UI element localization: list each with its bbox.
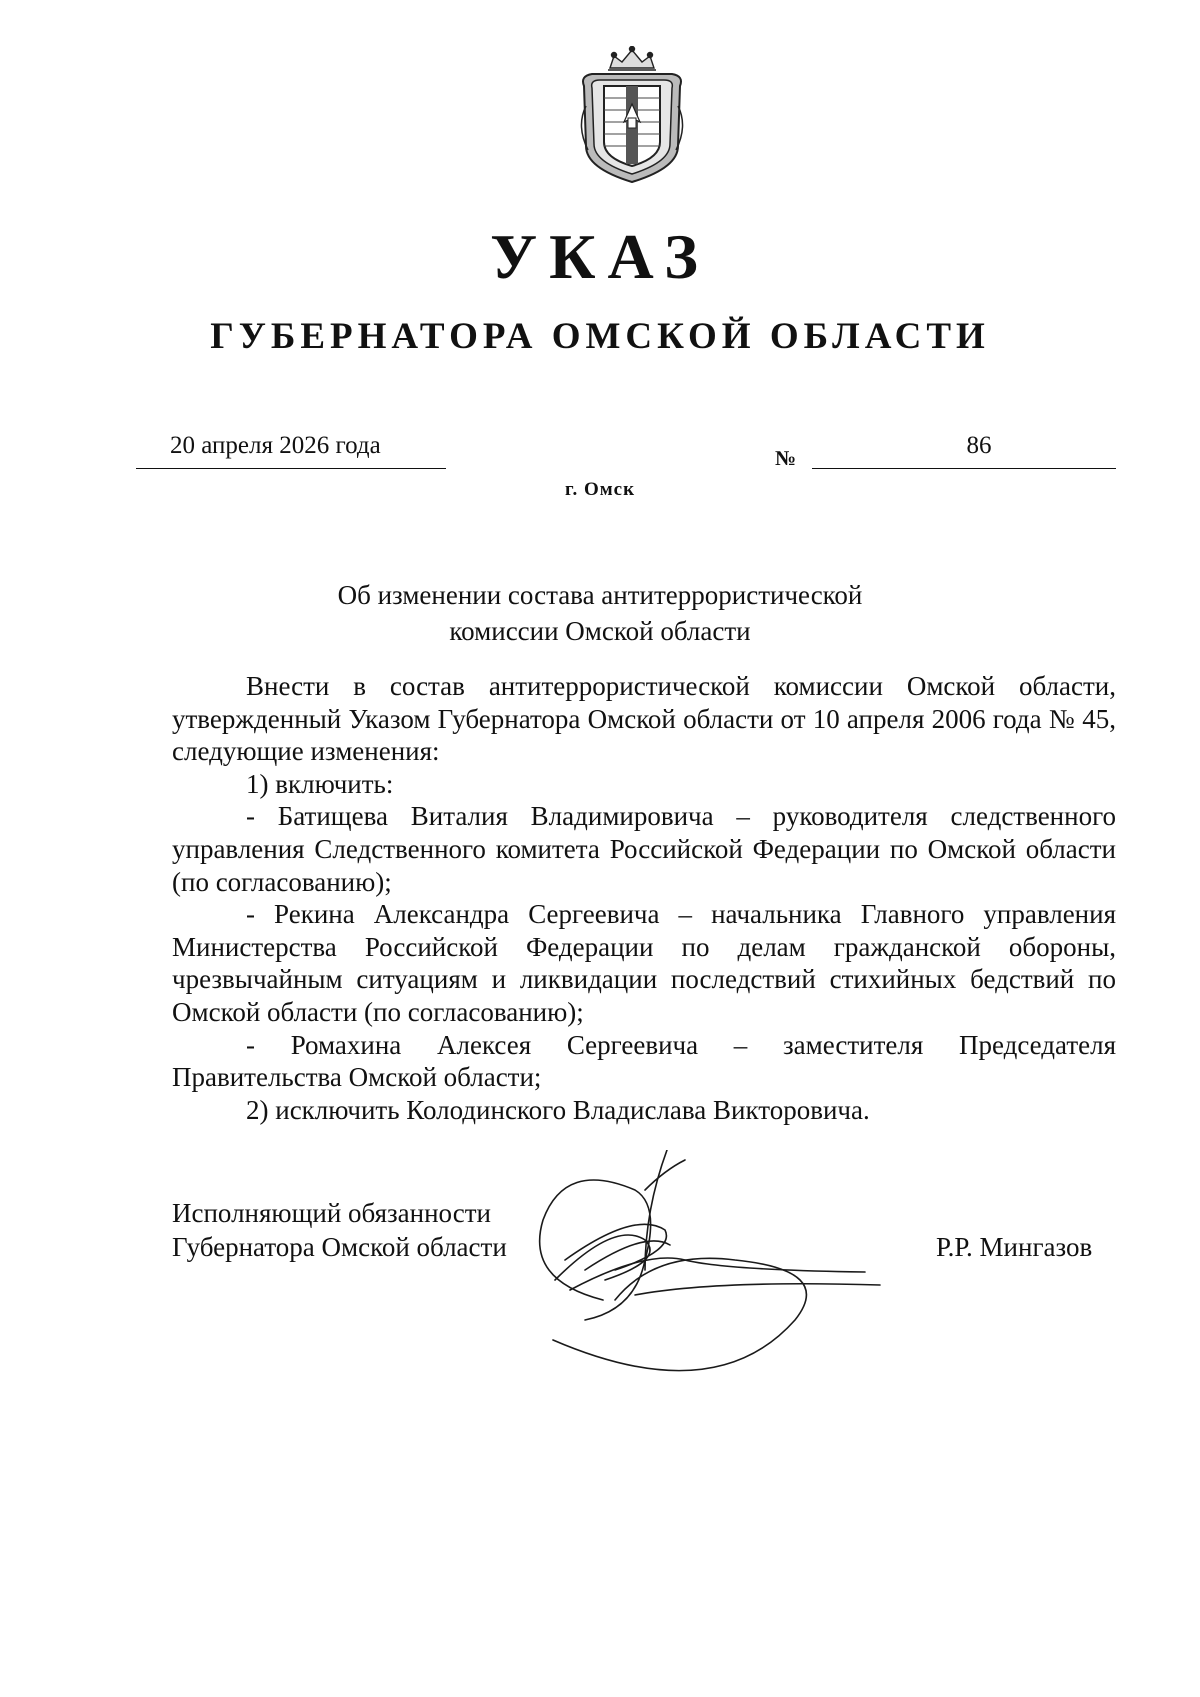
body-paragraph-item-1: - Батищева Виталия Владимировича – руководителя следственного управления Следственного комитета Российской Федерации по Омской области (по согласованию); — [172, 801, 1116, 897]
body-paragraph-item-3: - Ромахина Алексея Сергеевича – заместителя Председателя Правительства Омской области; — [172, 1029, 1116, 1093]
signatory-role-line-2: Губернатора Омской области — [172, 1232, 507, 1262]
date-field — [136, 428, 446, 469]
body-paragraph-include: 1) включить: — [246, 768, 394, 799]
document-title: УКАЗ — [490, 221, 710, 292]
document-number: 86 — [966, 432, 992, 459]
body-paragraph-item-2: - Рекина Александра Сергеевича – начальника Главного управления Министерства Российской Федерации по делам гражданской обороны, чрезвычайным ситуациям и ликвидации последствий стихийных бедствий по Омской области (по согласованию); — [172, 899, 1116, 1027]
document-date: 20 апреля 2026 года — [170, 432, 381, 459]
body-paragraph-exclude: 2) исключить Колодинского Владислава Викторовича. — [246, 1094, 870, 1125]
number-sign: № — [775, 446, 797, 470]
signatory-role-line-1: Исполняющий обязанности — [172, 1198, 491, 1228]
signatory-name: Р.Р. Мингазов — [936, 1232, 1093, 1262]
body-paragraph-intro: Внести в состав антитеррористической комиссии Омской области, утвержденный Указом Губернатора Омской области от 10 апреля 2006 года № 45, следующие изменения: — [172, 671, 1116, 767]
subject-line-2: комиссии Омской области — [449, 616, 751, 646]
coat-of-arms-emblem — [574, 46, 690, 186]
document-city: г. Омск — [564, 479, 636, 500]
document-issuer: ГУБЕРНАТОРА ОМСКОЙ ОБЛАСТИ — [210, 316, 990, 357]
document-body — [172, 670, 1116, 1126]
number-field — [812, 428, 1116, 469]
document-subject — [0, 577, 1200, 649]
handwritten-signature — [495, 1150, 965, 1380]
subject-line-1: Об изменении состава антитеррористической — [337, 580, 863, 610]
signatory-role — [172, 1196, 507, 1264]
